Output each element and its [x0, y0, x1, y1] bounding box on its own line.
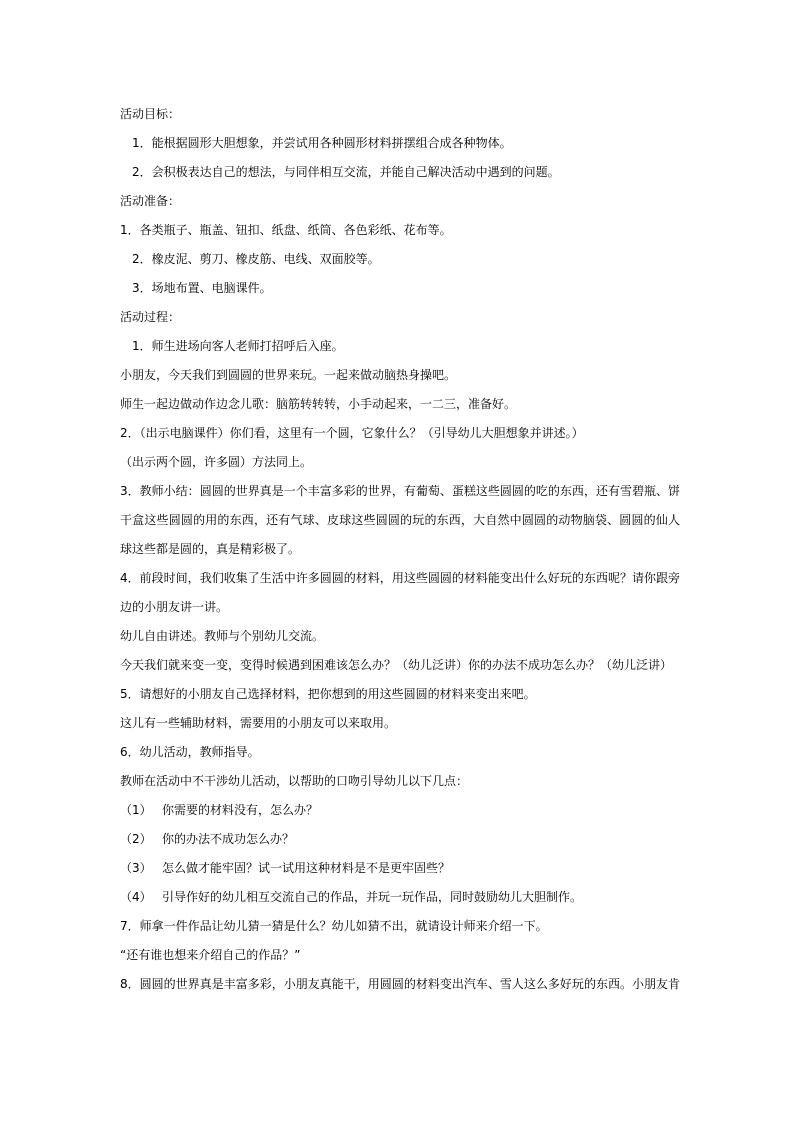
list-item-text: 你的办法不成功怎么办？ — [162, 832, 295, 846]
list-number: （2） — [120, 832, 152, 846]
paragraph-line: 3．教师小结：圆圆的世界真是一个丰富多彩的世界，有葡萄、蛋糕这些圆圆的吃的东西，还有雪碧瓶、饼 — [120, 484, 680, 498]
paragraph-line — [120, 796, 680, 825]
paragraph-line — [120, 854, 680, 883]
paragraph-line — [120, 883, 680, 912]
paragraph-line: 干盒这些圆圆的用的东西，还有气球、皮球这些圆圆的玩的东西，大自然中圆圆的动物脑袋、圆圆的仙人 — [120, 513, 680, 527]
paragraph-line — [120, 825, 680, 854]
list-number: （1） — [120, 803, 152, 817]
paragraph-line: 2．橡皮泥、剪刀、橡皮筋、电线、双面胶等。 — [132, 252, 380, 266]
paragraph-line: 1．师生进场向客人老师打招呼后入座。 — [132, 339, 344, 353]
paragraph-line: 球这些都是圆的，真是精彩极了。 — [120, 542, 301, 556]
paragraph-line: 这儿有一些辅助材料，需要用的小朋友可以来取用。 — [120, 716, 397, 730]
paragraph-line: 5．请想好的小朋友自己选择材料，把你想到的用这些圆圆的材料来变出来吧。 — [120, 687, 536, 701]
list-item-text: 引导作好的幼儿相互交流自己的作品，并玩一玩作品，同时鼓励幼儿大胆制作。 — [162, 890, 583, 904]
paragraph-line: 幼儿自由讲述。教师与个别幼儿交流。 — [120, 629, 325, 643]
paragraph-line: 8．圆圆的世界真是丰富多彩，小朋友真能干，用圆圆的材料变出汽车、雪人这么多好玩的东西。小朋友肯 — [120, 977, 680, 991]
paragraph-line: 师生一起边做动作边念儿歌：脑筋转转转，小手动起来，一二三，准备好。 — [120, 397, 517, 411]
paragraph-line: 2．会积极表达自己的想法，与同伴相互交流，并能自己解决活动中遇到的问题。 — [132, 165, 560, 179]
paragraph-line: （出示两个圆，许多圆）方法同上。 — [120, 455, 313, 469]
document-body — [120, 100, 680, 999]
paragraph-line: 2．（出示电脑课件）你们看，这里有一个圆，它象什么？（引导幼儿大胆想象并讲述。） — [120, 426, 584, 440]
paragraph-line: 4．前段时间，我们收集了生活中许多圆圆的材料，用这些圆圆的材料能变出什么好玩的东西呢？请你跟旁 — [120, 571, 680, 585]
paragraph-line: 边的小朋友讲一讲。 — [120, 600, 229, 614]
paragraph-line: “还有谁也想来介绍自己的作品？” — [120, 948, 301, 962]
paragraph-line: 小朋友，今天我们到圆圆的世界来玩。一起来做动脑热身操吧。 — [120, 368, 457, 382]
paragraph-line: 活动准备： — [120, 194, 181, 208]
list-item-text: 怎么做才能牢固？试一试用这种材料是不是更牢固些？ — [162, 861, 451, 875]
paragraph-line: 今天我们就来变一变，变得时候遇到困难该怎么办？（幼儿泛讲）你的办法不成功怎么办？（幼儿泛讲） — [120, 658, 673, 672]
list-number: （3） — [120, 861, 152, 875]
paragraph-line: 3．场地布置、电脑课件。 — [132, 281, 272, 295]
paragraph-line: 1．能根据圆形大胆想象，并尝试用各种圆形材料拼摆组合成各种物体。 — [132, 136, 512, 150]
list-item-text: 你需要的材料没有，怎么办？ — [162, 803, 319, 817]
paragraph-line: 1．各类瓶子、瓶盖、钮扣、纸盘、纸筒、各色彩纸、花布等。 — [120, 223, 452, 237]
paragraph-line: 7．师拿一件作品让幼儿猜一猜是什么？幼儿如猜不出，就请设计师来介绍一下。 — [120, 919, 548, 933]
paragraph-line: 6．幼儿活动，教师指导。 — [120, 745, 260, 759]
list-number: （4） — [120, 890, 152, 904]
paragraph-line: 活动目标： — [120, 107, 181, 121]
paragraph-line: 活动过程： — [120, 310, 181, 324]
paragraph-line: 教师在活动中不干涉幼儿活动，以帮助的口吻引导幼儿以下几点： — [120, 774, 469, 788]
